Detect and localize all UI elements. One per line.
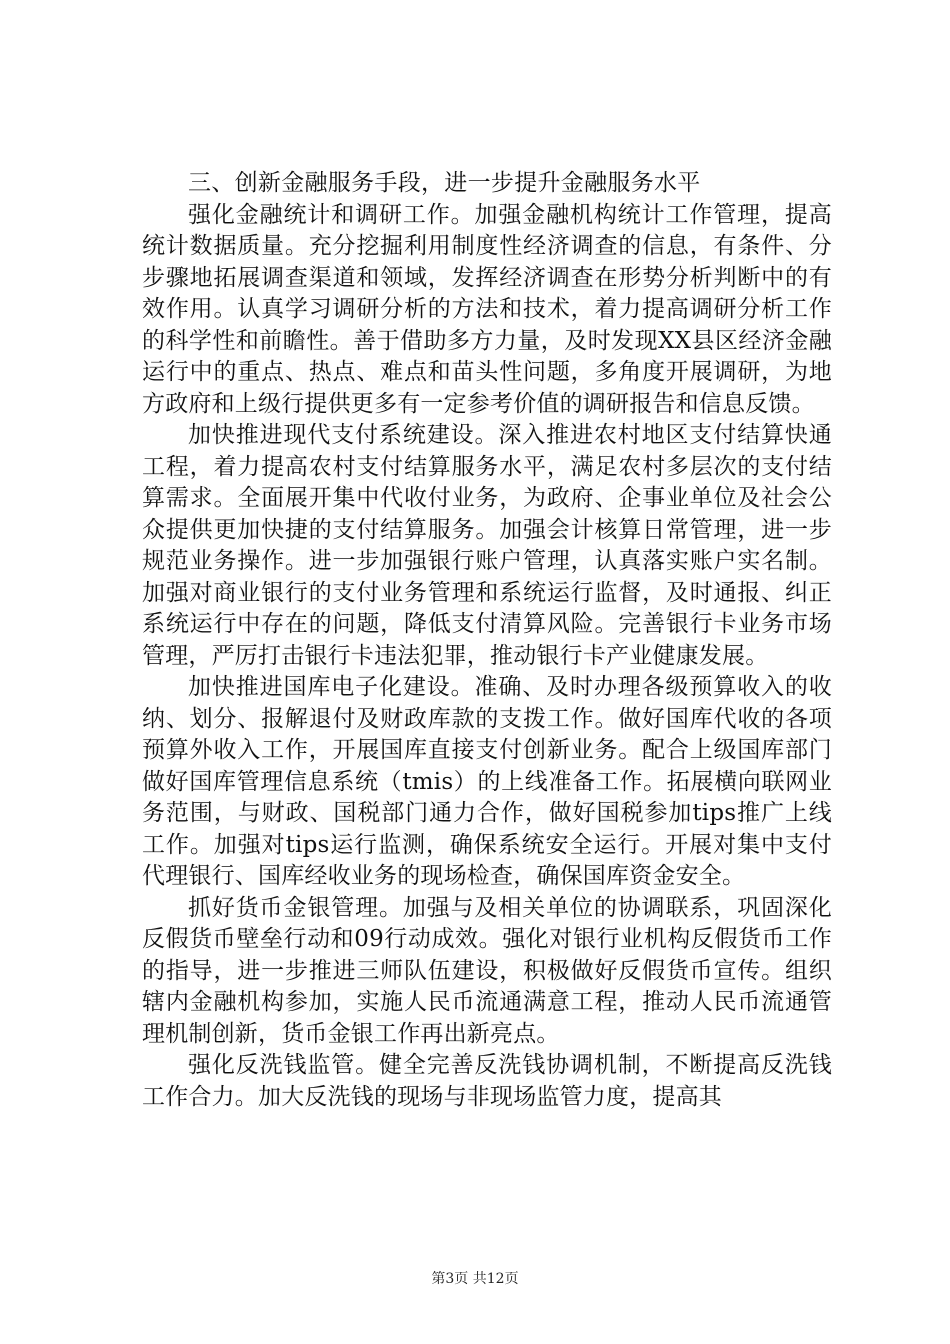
page-number: 第3页 bbox=[431, 1271, 469, 1287]
paragraph-statistics-research: 强化金融统计和调研工作。加强金融机构统计工作管理，提高统计数据质量。充分挖掘利用制度性经济调查的信息，有条件、分步骤地拓展调查渠道和领域，发挥经济调查在形势分析判断中的有效作用。认真学习调研分析的方法和技术，着力提高调研分析工作的科学性和前瞻性。善于借助多方力量，及时发现XX县区经济金融运行中的重点、热点、难点和苗头性问题，多角度开展调研，为地方政府和上级行提供更多有一定参考价值的调研报告和信息反馈。 bbox=[142, 201, 832, 417]
paragraph-currency-management: 抓好货币金银管理。加强与及相关单位的协调联系，巩固深化反假货币壁垒行动和09行动成效。强化对银行业机构反假货币工作的指导，进一步推进三师队伍建设，积极做好反假货币宣传。组织辖内金融机构参加，实施人民币流通满意工程，推动人民币流通管理机制创新，货币金银工作再出新亮点。 bbox=[142, 894, 832, 1047]
page-footer bbox=[0, 1270, 950, 1288]
page-total: 共12页 bbox=[472, 1271, 519, 1287]
paragraph-treasury-electronic: 加快推进国库电子化建设。准确、及时办理各级预算收入的收纳、划分、报解退付及财政库款的支拨工作。做好国库代收的各项预算外收入工作，开展国库直接支付创新业务。配合上级国库部门做好国库管理信息系统（tmis）的上线准备工作。拓展横向联网业务范围，与财政、国税部门通力合作，做好国税参加tips推广上线工作。加强对tips运行监测，确保系统安全运行。开展对集中支付代理银行、国库经收业务的现场检查，确保国库资金安全。 bbox=[142, 674, 832, 889]
paragraph-anti-money-laundering: 强化反洗钱监管。健全完善反洗钱协调机制，不断提高反洗钱工作合力。加大反洗钱的现场与非现场监管力度，提高其 bbox=[142, 1052, 832, 1110]
document-body bbox=[142, 168, 832, 1113]
section-heading: 三、创新金融服务手段，进一步提升金融服务水平 bbox=[188, 170, 701, 196]
paragraph-payment-system: 加快推进现代支付系统建设。深入推进农村地区支付结算快通工程，着力提高农村支付结算服务水平，满足农村多层次的支付结算需求。全面展开集中代收付业务，为政府、企事业单位及社会公众提供更加快捷的支付结算服务。加强会计核算日常管理，进一步规范业务操作。进一步加强银行账户管理，认真落实账户实名制。加强对商业银行的支付业务管理和系统运行监督，及时通报、纠正系统运行中存在的问题，降低支付清算风险。完善银行卡业务市场管理，严厉打击银行卡违法犯罪，推动银行卡产业健康发展。 bbox=[142, 422, 832, 669]
